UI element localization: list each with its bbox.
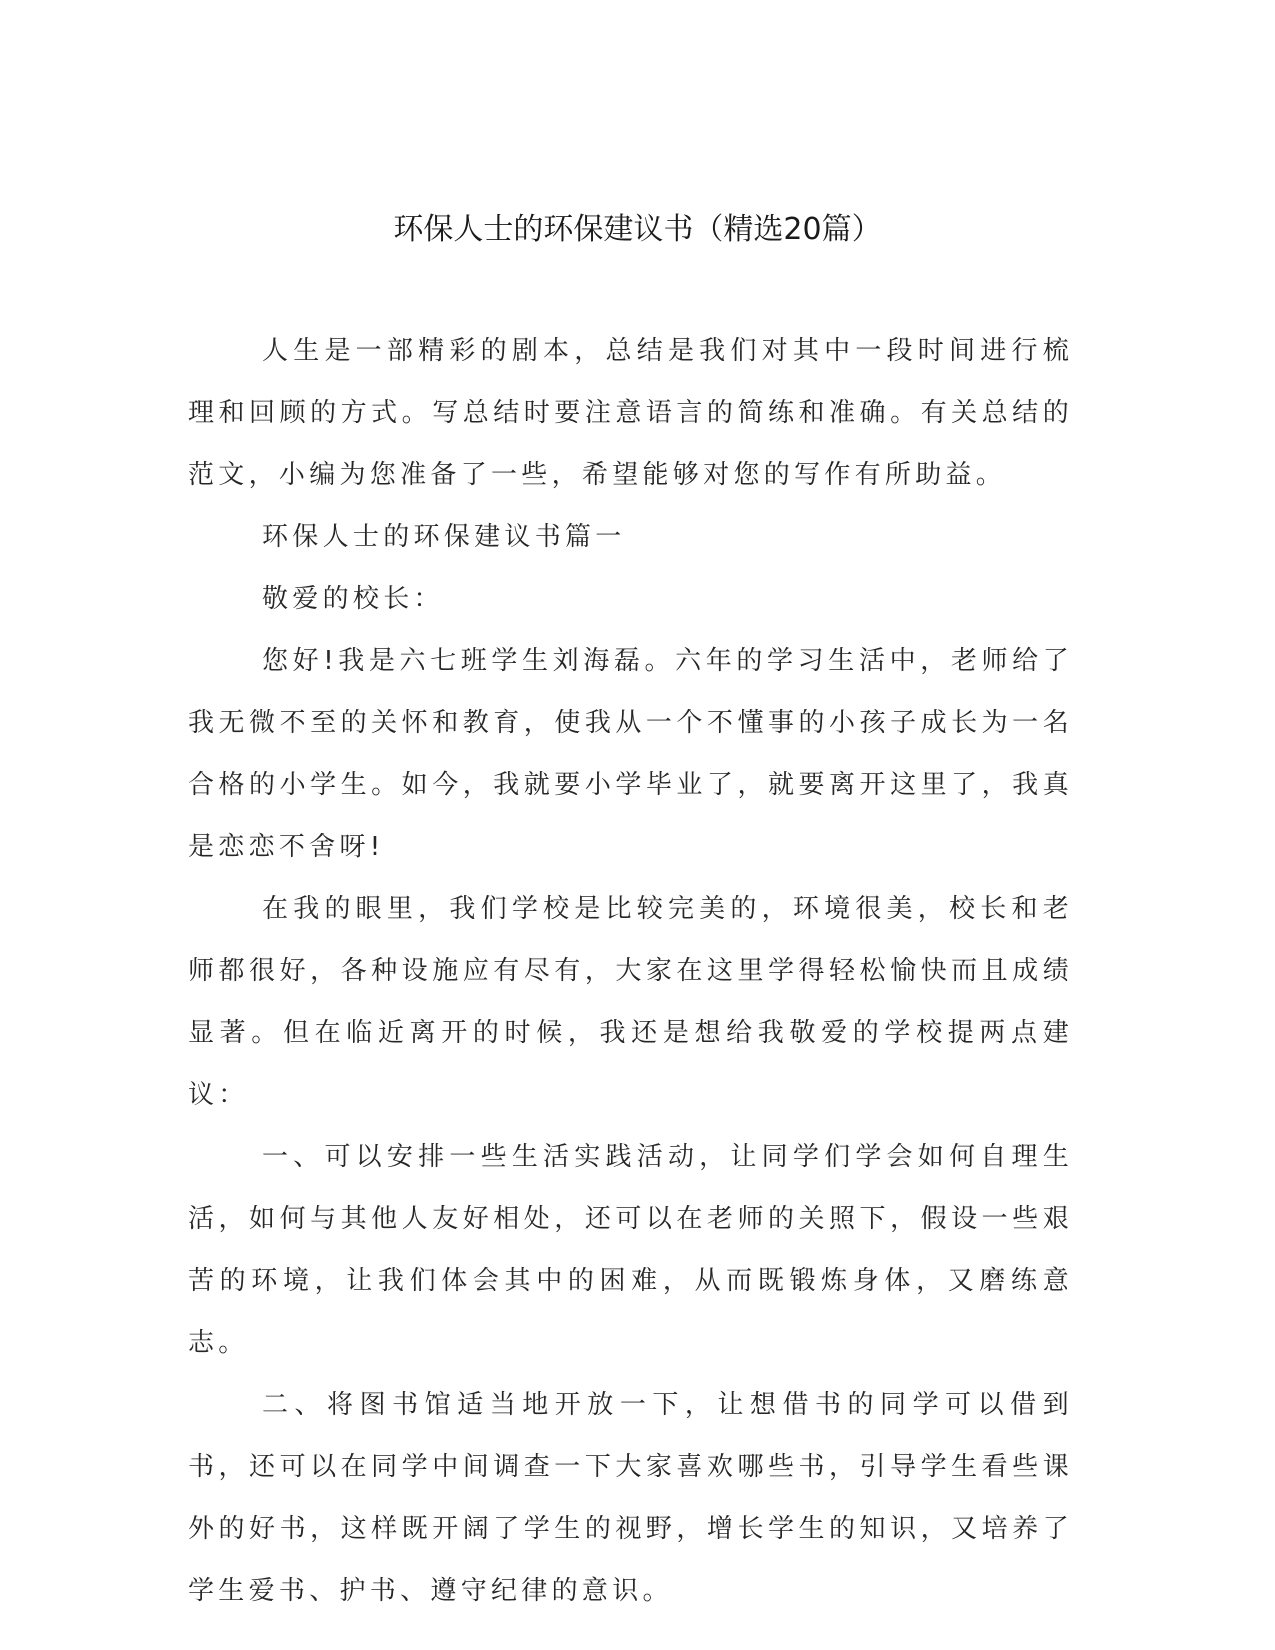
intro-paragraph: 人生是一部精彩的剧本，总结是我们对其中一段时间进行梳理和回顾的方式。写总结时要注意语言的简练和准确。有关总结的范文，小编为您准备了一些，希望能够对您的写作有所助益。 — [188, 336, 1073, 490]
suggestion-paragraph: 二、将图书馆适当地开放一下，让想借书的同学可以借到书，还可以在同学中间调查一下大家喜欢哪些书，引导学生看些课外的好书，这样既开阔了学生的视野，增长学生的知识，又培养了学生爱书、护书、遵守纪律的意识。 — [188, 1390, 1073, 1606]
document-title: 环保人士的环保建议书（精选20篇） — [393, 212, 882, 247]
section-heading: 环保人士的环保建议书篇一 — [262, 522, 626, 552]
suggestion-paragraph: 一、可以安排一些生活实践活动，让同学们学会如何自理生活，如何与其他人友好相处，还可以在老师的关照下，假设一些艰苦的环境，让我们体会其中的困难，从而既锻炼身体，又磨练意志。 — [188, 1142, 1073, 1358]
letter-paragraph: 在我的眼里，我们学校是比较完美的，环境很美，校长和老师都很好，各种设施应有尽有，大家在这里学得轻松愉快而且成绩显著。但在临近离开的时候，我还是想给我敬爱的学校提两点建议： — [188, 894, 1073, 1110]
document-body — [188, 320, 1073, 1622]
letter-paragraph: 您好!我是六七班学生刘海磊。六年的学习生活中，老师给了我无微不至的关怀和教育，使我从一个不懂事的小孩子成长为一名合格的小学生。如今，我就要小学毕业了，就要离开这里了，我真是恋恋不舍呀! — [188, 646, 1073, 862]
salutation: 敬爱的校长： — [262, 584, 444, 614]
